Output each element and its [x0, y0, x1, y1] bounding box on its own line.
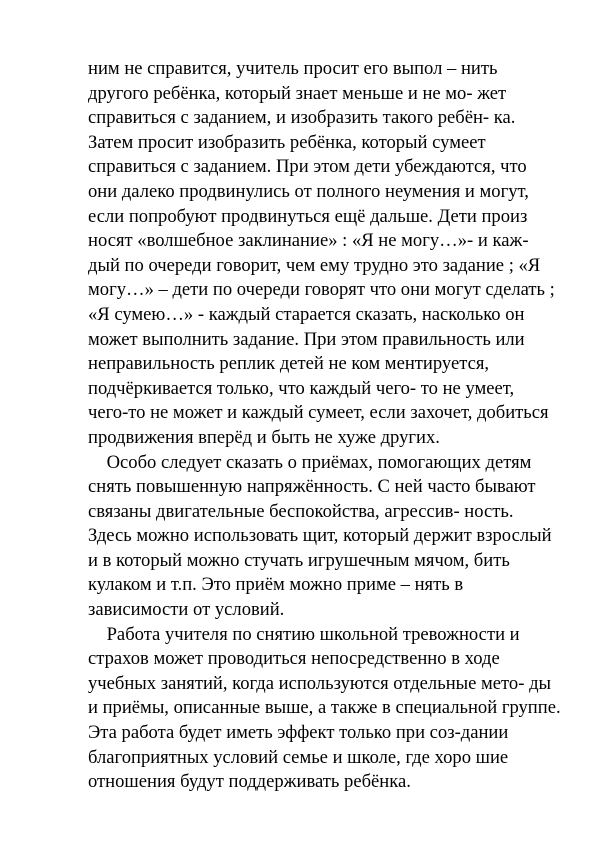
text-line: другого ребёнка, который знает меньше и не мо- жет: [88, 82, 507, 104]
text-line: отношения будут поддерживать ребёнка.: [88, 771, 411, 793]
text-line: Эта работа будет иметь эффект только при соз-дании: [88, 722, 509, 744]
text-line: справиться с заданием, и изобразить такого ребён- ка.: [88, 107, 516, 129]
text-line: неправильность реплик детей не ком ментируется,: [88, 353, 490, 375]
text-line: благоприятных условий семье и школе, где хоро шие: [88, 746, 509, 768]
text-line: учебных занятий, когда используются отдельные мето- ды: [88, 672, 552, 694]
text-line: подчёркивается только, что каждый чего- то не умеет,: [88, 377, 515, 399]
text-line: может выполнить задание. При этом правильность или: [88, 328, 525, 350]
text-line: Работа учителя по снятию школьной тревожности и: [88, 623, 520, 645]
text-line: снять повышенную напряжённость. С ней часто бывают: [88, 476, 536, 498]
text-line: ним не справится, учитель просит его выпол – нить: [88, 58, 498, 79]
text-line: и приёмы, описанные выше, а также в специальной группе.: [88, 697, 561, 719]
text-line: носят «волшебное заклинание» : «Я не могу…»- и каж-: [88, 230, 529, 252]
text-line: зависимости от условий.: [88, 599, 285, 621]
text-line: чего-то не может и каждый сумеет, если захочет, добиться: [88, 402, 549, 424]
text-line: страхов может проводиться непосредственно в ходе: [88, 648, 500, 670]
text-line: и в который можно стучать игрушечным мячом, бить: [88, 549, 510, 571]
text-line: кулаком и т.п. Это приём можно приме – нять в: [88, 574, 464, 596]
text-line: если попробуют продвинуться ещё дальше. Дети произ: [88, 205, 528, 227]
body-text: [88, 57, 588, 795]
text-line: связаны двигательные беспокойства, агрессив- ность.: [88, 500, 514, 522]
text-line: справиться с заданием. При этом дети убеждаются, что: [88, 156, 527, 178]
text-line: могу…» – дети по очереди говорят что они могут сделать ;: [88, 279, 555, 301]
text-line: Здесь можно использовать щит, который держит взрослый: [88, 525, 552, 547]
text-line: они далеко продвинулись от полного неумения и могут,: [88, 180, 529, 202]
text-line: продвижения вперёд и быть не хуже других.: [88, 426, 440, 448]
text-line: дый по очереди говорит, чем ему трудно это задание ; «Я: [88, 254, 541, 276]
text-line: Особо следует сказать о приёмах, помогающих детям: [88, 451, 532, 473]
text-line: Затем просит изобразить ребёнка, который сумеет: [88, 131, 486, 153]
text-line: «Я сумею…» - каждый старается сказать, насколько он: [88, 303, 525, 325]
